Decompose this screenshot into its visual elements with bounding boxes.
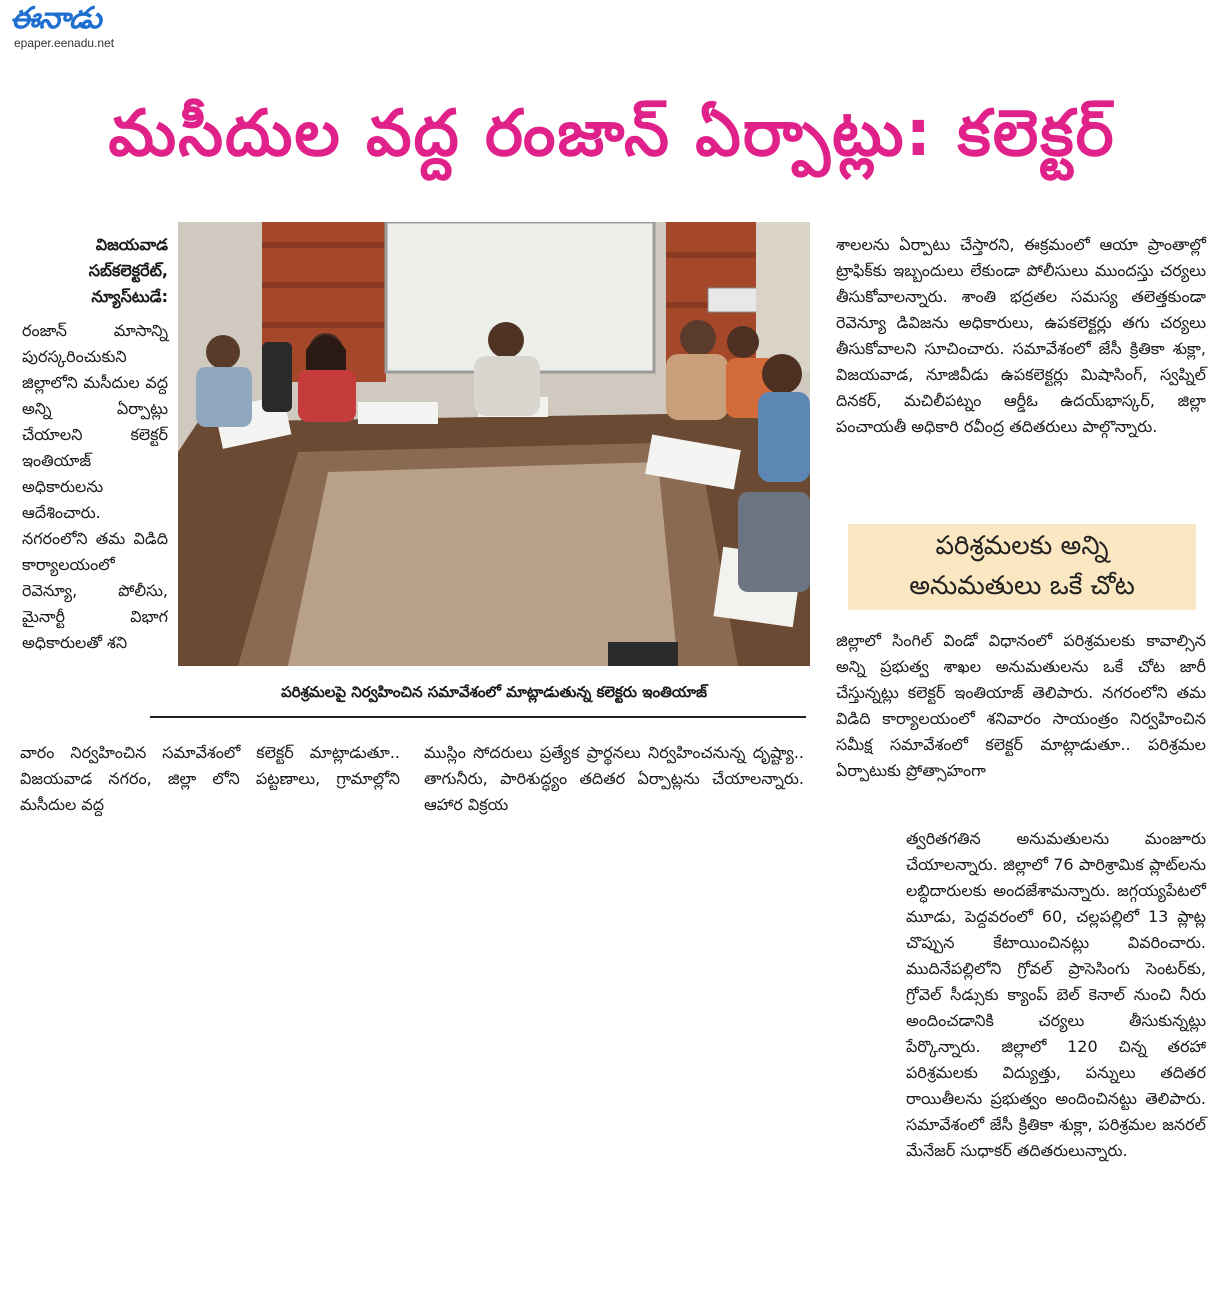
subarticle-text-intro: జిల్లాలో సింగిల్ విండో విధానంలో పరిశ్రమలకు కావాల్సిన అన్ని ప్రభుత్వ శాఖల అనుమతులను ఒకే చోట జారీ చేస్తున్నట్లు కలెక్టర్ ఇంతియాజ్ తెలిపారు. నగరంలోని తమ విడిది కార్యాలయంలో శనివారం సాయంత్రం నిర్వహించిన సమీక్ష సమావేశంలో కలెక్టర్ మాట్లాడుతూ.. పరిశ్రమల ఏర్పాటుకు ప్రోత్సాహంగా	[836, 631, 1206, 780]
epaper-url: epaper.eenadu.net	[14, 36, 115, 50]
meeting-photo	[178, 222, 810, 666]
caption-rule	[150, 716, 806, 718]
article-bottom-text-b: ముస్లిం సోదరులు ప్రత్యేక ప్రార్థనలు నిర్వహించనున్న దృష్ట్యా.. తాగునీరు, పారిశుద్ధ్యం తదితర ఏర్పాట్లను చేయాలన్నారు. ఆహార విక్రయ	[424, 743, 804, 814]
subarticle-heading-line2: అనుమతులు ఒకే చోట	[909, 571, 1135, 601]
subarticle-heading-line1: పరిశ్రమలకు అన్ని	[935, 531, 1109, 561]
masthead	[10, 2, 170, 54]
article-col3-text: శాలలను ఏర్పాటు చేస్తారని, ఈక్రమంలో ఆయా ప్రాంతాల్లో ట్రాఫిక్‌కు ఇబ్బందులు లేకుండా పోలీసులు ముందస్తు చర్యలు తీసుకోవాలన్నారు. శాంతి భద్రతల సమస్య తలెత్తకుండా రెవెన్యూ డివిజను అధికారులు, ఉపకలెక్టర్లు తగు చర్యలు తీసుకోవాలని సూచించారు. సమావేశంలో జేసీ క్రితికా శుక్లా, విజయవాడ, నూజివీడు ఉపకలెక్టర్లు మిషాసింగ్, స్వప్నిల్ దినకర్, మచిలీపట్నం ఆర్డీఓ ఉదయ్‌భాస్కర్, జిల్లా పంచాయతీ అధికారి రవీంద్ర తదితరులు పాల్గొన్నారు.	[836, 235, 1206, 436]
headline: మసీదుల వద్ద రంజాన్ ఏర్పాట్లు: కలెక్టర్	[108, 97, 1116, 171]
eenadu-logo[interactable]: ఈనాడు	[10, 1, 101, 36]
subarticle-text-body: త్వరితగతిన అనుమతులను మంజూరు చేయాలన్నారు. జిల్లాలో 76 పారిశ్రామిక ప్లాట్‌లను లబ్ధిదారులకు అందజేశామన్నారు. జగ్గయ్యపేటలో మూడు, పెద్దవరంలో 60, చల్లపల్లిలో 13 ప్లాట్ల చొప్పున కేటాయించినట్లు వివరించారు. ముదినేపల్లిలోని గ్రోవల్ ప్రాసెసింగు సెంటర్‌కు, గ్రోవెల్ సీడ్సుకు క్యాంప్ బెల్ కెనాల్ నుంచి నీరు అందించడానికి చర్యలు తీసుకున్నట్లు పేర్కొన్నారు. జిల్లాలో 120 చిన్న తరహా పరిశ్రమలకు విద్యుత్తు, పన్నులు తదితర రాయితీలను ప్రభుత్వం అందించినట్టు తెలిపారు. సమావేశంలో జేసీ క్రితికా శుక్లా, పరిశ్రమల జనరల్ మేనేజర్ సుధాకర్ తదితరులున్నారు.	[906, 829, 1206, 1160]
dateline: విజయవాడ సబ్‌కలెక్టరేట్, న్యూస్‌టుడే:	[88, 235, 168, 306]
article-bottom-text-a: వారం నిర్వహించిన సమావేశంలో కలెక్టర్ మాట్లాడుతూ.. విజయవాడ నగరం, జిల్లా లోని పట్టణాలు, గ్రామాల్లోని మసీదుల వద్ద	[20, 743, 400, 814]
subarticle-heading	[848, 524, 1196, 610]
article-col1-text: రంజాన్ మాసాన్ని పురస్కరించుకుని జిల్లాలోని మసీదుల వద్ద అన్ని ఏర్పాట్లు చేయాలని కలెక్టర్ ఇంతియాజ్ అధికారులను ఆదేశించారు. నగరంలోని తమ విడిది కార్యాలయంలో రెవెన్యూ, పోలీసు, మైనార్టీ విభాగ అధికారులతో శని	[22, 321, 168, 652]
photo-caption: పరిశ్రమలపై నిర్వహించిన సమావేశంలో మాట్లాడుతున్న కలెక్టరు ఇంతియాజ్	[281, 683, 707, 701]
